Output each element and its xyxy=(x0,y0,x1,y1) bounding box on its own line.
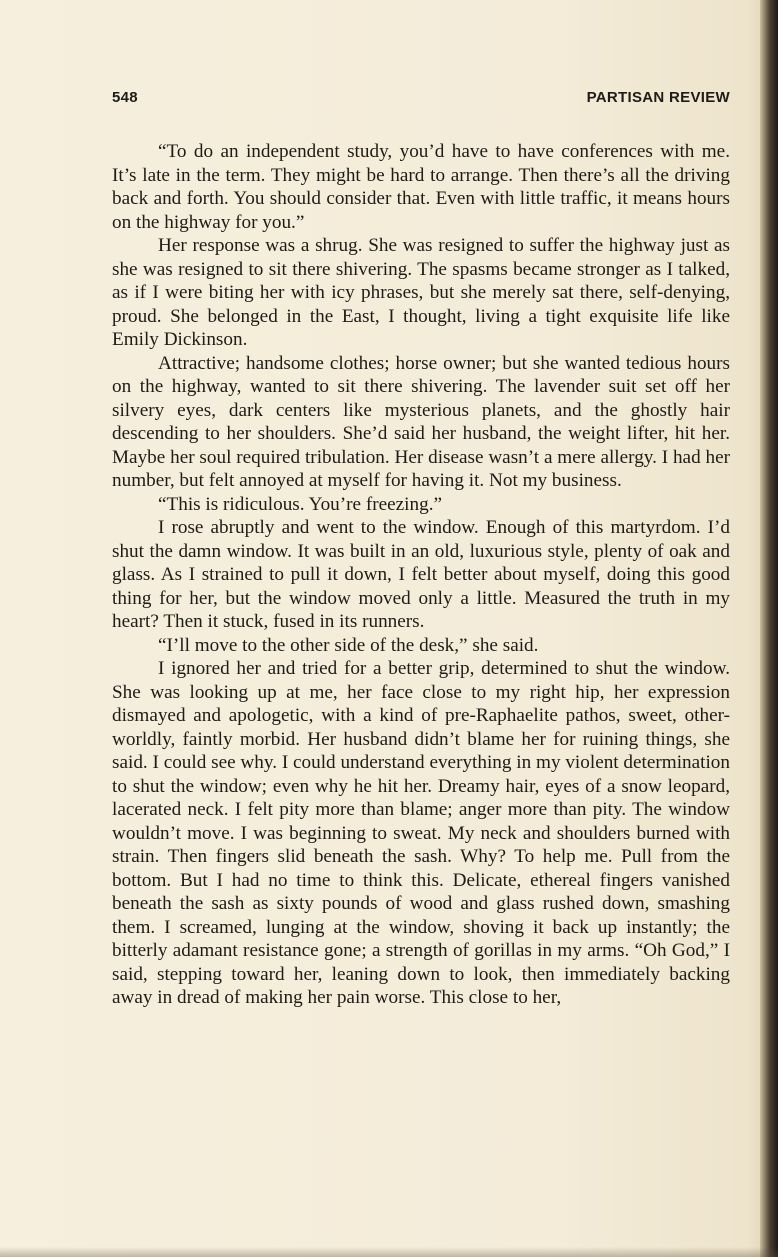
paragraph: I rose abruptly and went to the window. Enough of this martyrdom. I’d shut the damn window. It was built in an old, luxurious style, plenty of oak and glass. As I strained to pull it down, I felt better about myself, doing this good thing for her, but the window moved only a little. Measured the truth in my heart? Then it stuck, fused in its runners. xyxy=(112,517,730,632)
body-text xyxy=(112,140,730,1010)
book-spine-shadow xyxy=(760,0,778,1257)
page-number: 548 xyxy=(112,89,138,106)
paragraph: “I’ll move to the other side of the desk,” she said. xyxy=(158,634,539,656)
paragraph: Her response was a shrug. She was resigned to suffer the highway just as she was resigned to sit there shivering. The spasms became stronger as I talked, as if I were biting her with icy phrases, but she merely sat there, self-denying, proud. She belonged in the East, I thought, living a tight exquisite life like Emily Dickinson. xyxy=(112,235,730,350)
paragraph: I ignored her and tried for a better grip, determined to shut the window. She was looking up at me, her face close to my right hip, her expression dismayed and apologetic, with a kind of pre-Raphaelite pathos, sweet, other-worldly, faintly morbid. Her husband didn’t blame her for ruining things, she said. I could see why. I could understand everything in my violent determination to shut the window; even why he hit her. Dreamy hair, eyes of a snow leopard, lacerated neck. I felt pity more than blame; anger more than pity. The window wouldn’t move. I was beginning to sweat. My neck and shoulders burned with strain. Then fingers slid beneath the sash. Why? To help me. Pull from the bottom. But I had no time to think this. Delicate, ethereal fingers vanished beneath the sash as sixty pounds of wood and glass rushed down, smashing them. I screamed, lunging at the window, shoving it back up instantly; the bitterly adamant resistance gone; a strength of gorillas in my arms. “Oh God,” I said, stepping toward her, leaning down to look, then immediately backing away in dread of making her pain worse. This close to her, xyxy=(112,658,730,1008)
journal-title: PARTISAN REVIEW xyxy=(586,89,730,106)
paragraph: “To do an independent study, you’d have to have conferences with me. It’s late in the term. They might be hard to arrange. Then there’s all the driving back and forth. You should consider that. Even with little traffic, it means hours on the highway for you.” xyxy=(112,141,730,233)
page-bottom-shadow xyxy=(0,1247,778,1257)
running-header xyxy=(112,86,730,110)
paragraph: “This is ridiculous. You’re freezing.” xyxy=(158,493,443,515)
paragraph: Attractive; handsome clothes; horse owner; but she wanted tedious hours on the highway, wanted to sit there shivering. The lavender suit set off her silvery eyes, dark centers like mysterious planets, and the ghostly hair descending to her shoulders. She’d said her husband, the weight lifter, hit her. Maybe her soul required tribulation. Her disease wasn’t a mere allergy. I had her number, but felt annoyed at myself for having it. Not my business. xyxy=(112,352,730,491)
